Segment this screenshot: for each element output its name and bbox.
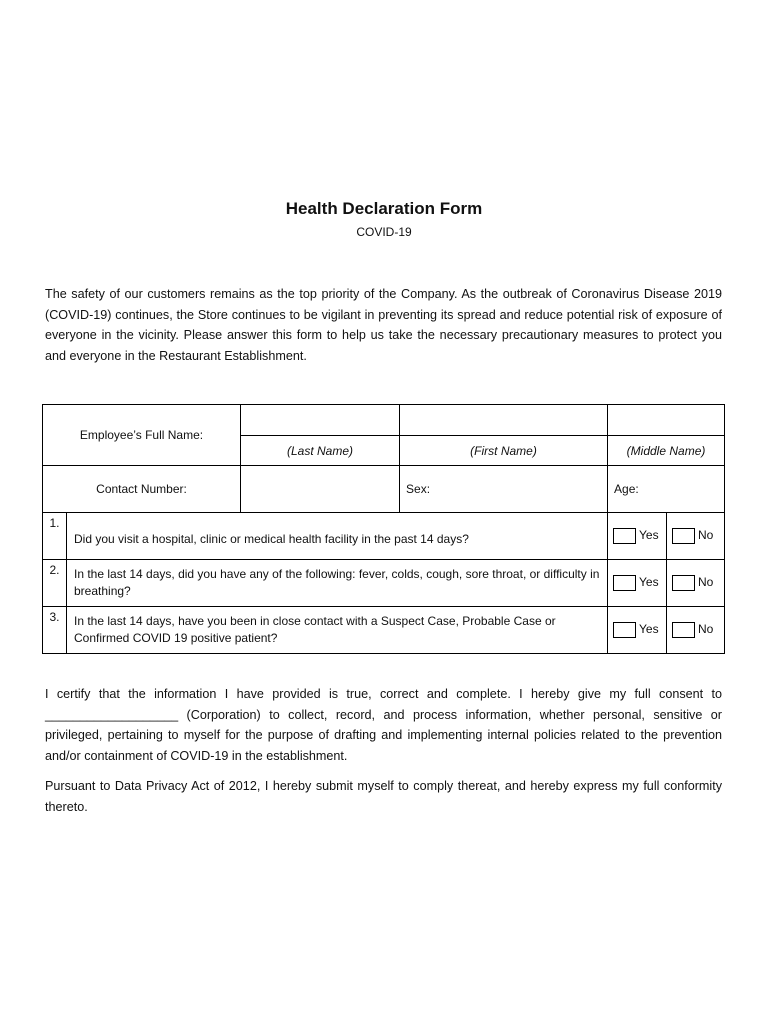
first-name-field[interactable] xyxy=(400,405,608,436)
middle-name-caption: (Middle Name) xyxy=(608,436,725,466)
yes-option[interactable] xyxy=(608,607,667,654)
first-name-caption: (First Name) xyxy=(400,436,608,466)
yes-checkbox[interactable] xyxy=(613,575,636,591)
question-number: 3. xyxy=(43,607,67,654)
table-row xyxy=(43,560,725,607)
question-text: In the last 14 days, have you been in close contact with a Suspect Case, Probable Case or Confirmed COVID 19 positive patient? xyxy=(67,607,608,654)
no-label: No xyxy=(698,575,714,590)
no-option[interactable] xyxy=(667,560,725,607)
no-checkbox[interactable] xyxy=(672,622,695,638)
no-option[interactable] xyxy=(667,513,725,560)
table-row xyxy=(43,513,725,560)
no-checkbox[interactable] xyxy=(672,575,695,591)
sex-label: Sex: xyxy=(406,482,431,496)
contact-number-field[interactable] xyxy=(241,466,400,513)
yes-option[interactable] xyxy=(608,513,667,560)
age-field[interactable] xyxy=(608,466,725,513)
no-checkbox[interactable] xyxy=(672,528,695,544)
yes-label: Yes xyxy=(639,622,659,637)
question-number: 2. xyxy=(43,560,67,607)
no-label: No xyxy=(698,622,714,637)
privacy-paragraph: Pursuant to Data Privacy Act of 2012, I hereby submit myself to comply thereat, and hereby express my full conformity thereto. xyxy=(45,779,722,814)
yes-checkbox[interactable] xyxy=(613,622,636,638)
intro-paragraph: The safety of our customers remains as the top priority of the Company. As the outbreak of Coronavirus Disease 2019 (COVID-19) continues, the Store continues to be vigilant in preventing its spread and reduce potential risk of exposure of everyone in the vicinity. Please answer this form to help us take the necessary precautionary measures to protect you and everyone in the Restaurant Establishment. xyxy=(45,287,722,363)
no-option[interactable] xyxy=(667,607,725,654)
page-subtitle: COVID-19 xyxy=(356,225,412,239)
yes-checkbox[interactable] xyxy=(613,528,636,544)
age-label: Age: xyxy=(614,482,639,496)
declaration-table xyxy=(42,404,725,654)
middle-name-field[interactable] xyxy=(608,405,725,436)
table-row xyxy=(43,607,725,654)
yes-label: Yes xyxy=(639,575,659,590)
sex-field[interactable] xyxy=(400,466,608,513)
last-name-caption: (Last Name) xyxy=(241,436,400,466)
full-name-label: Employee’s Full Name: xyxy=(43,405,241,466)
question-text: In the last 14 days, did you have any of the following: fever, colds, cough, sore throat, or difficulty in breathing? xyxy=(67,560,608,607)
question-number: 1. xyxy=(43,513,67,560)
yes-label: Yes xyxy=(639,528,659,543)
contact-number-label: Contact Number: xyxy=(43,466,241,513)
no-label: No xyxy=(698,528,714,543)
certification-paragraph: I certify that the information I have provided is true, correct and complete. I hereby give my full consent to ___________________ (Corporation) to collect, record, and process information, whether personal, sensitive or privileged, pertaining to myself for the purpose of drafting and implementing internal policies related to the prevention and/or containment of COVID-19 in the establishment. xyxy=(45,687,722,763)
page-title: Health Declaration Form xyxy=(285,199,483,218)
yes-option[interactable] xyxy=(608,560,667,607)
question-text: Did you visit a hospital, clinic or medical health facility in the past 14 days? xyxy=(67,513,608,560)
last-name-field[interactable] xyxy=(241,405,400,436)
